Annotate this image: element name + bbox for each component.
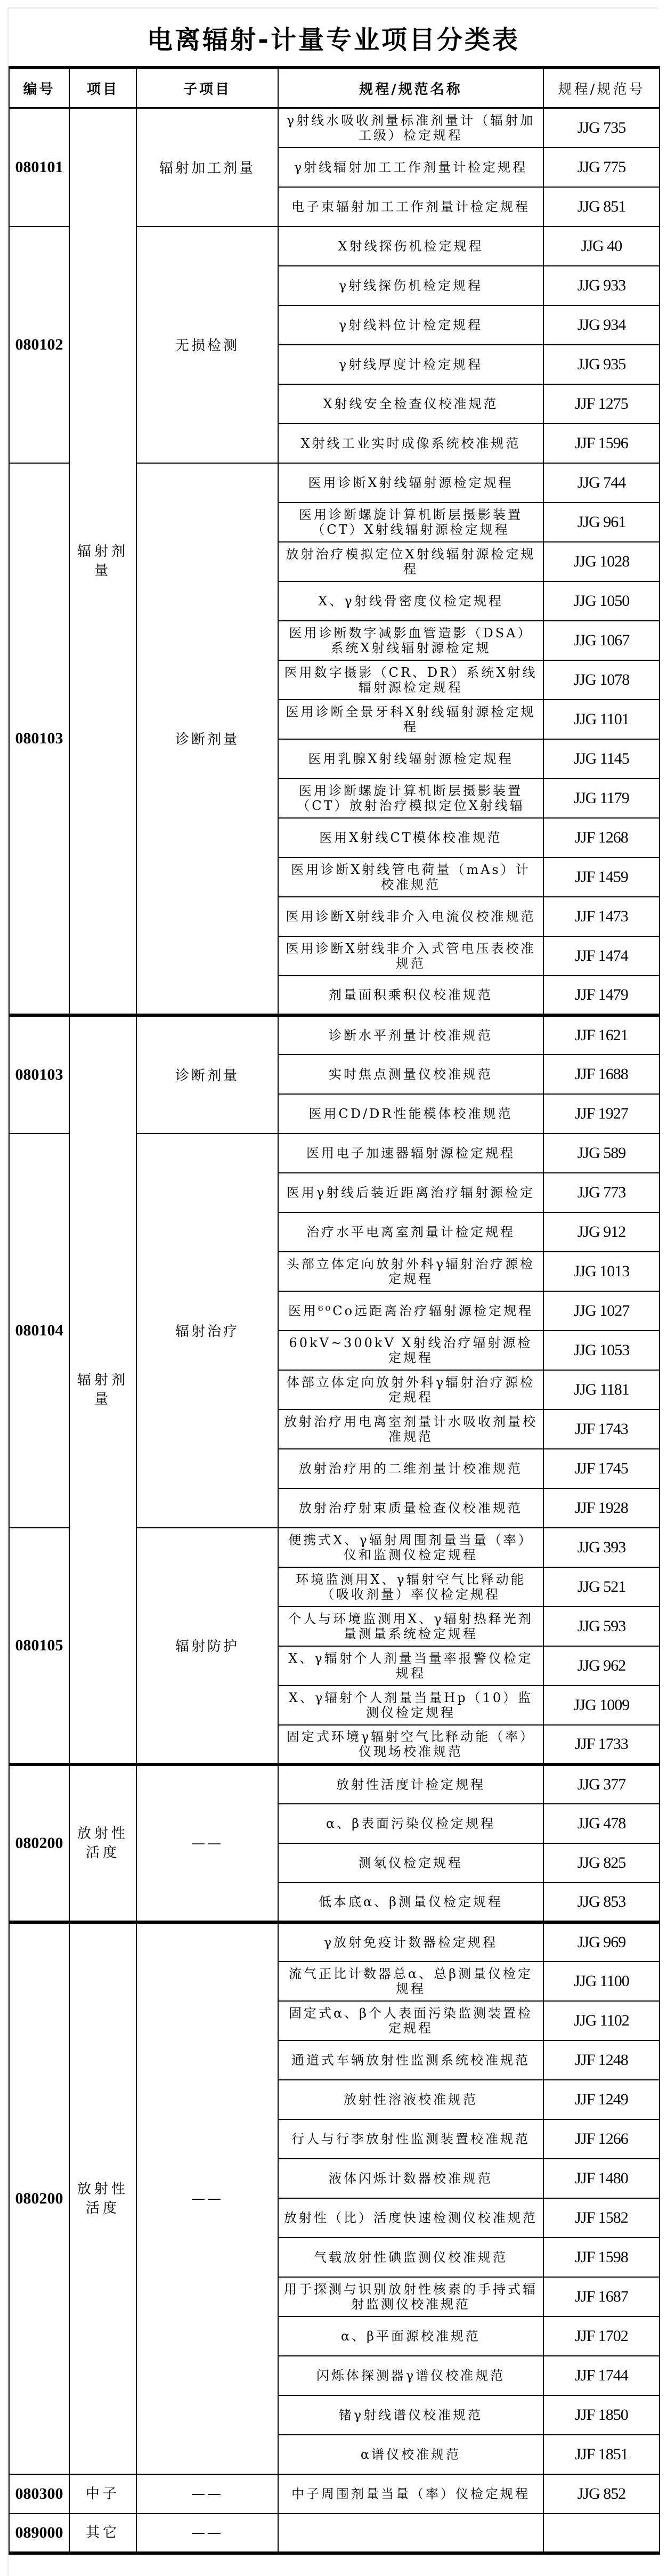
standard-name-cell: 放射性溶液校准规范 (278, 2080, 543, 2119)
standard-number-cell: JJG 1181 (543, 1370, 660, 1409)
standard-number-cell: JJG 40 (543, 226, 660, 266)
sub-item-cell: —— (136, 1764, 278, 1922)
standard-number-cell: JJF 1688 (543, 1055, 660, 1094)
standard-number-cell: JJF 1479 (543, 976, 660, 1015)
code-cell: 080102 (9, 226, 69, 463)
item-cell: 放射性活度 (69, 1922, 136, 2474)
standard-name-cell: 流气正比计数器总α、总β测量仪检定规程 (278, 1962, 543, 2001)
standard-number-cell: JJG 852 (543, 2474, 660, 2514)
standard-number-cell: JJG 1100 (543, 1962, 660, 2001)
standard-name-cell: 气载放射性碘监测仪校准规范 (278, 2238, 543, 2277)
sub-item-cell: 辐射加工剂量 (136, 108, 278, 226)
standard-name-cell: 医用诊断数字减影血管造影（DSA）系统X射线辐射源检定规 (278, 621, 543, 660)
standard-name-cell: X射线安全检查仪校准规范 (278, 384, 543, 424)
standard-number-cell (543, 2514, 660, 2553)
standard-number-cell: JJF 1459 (543, 857, 660, 897)
standard-name-cell: γ射线辐射加工工作剂量计检定规程 (278, 148, 543, 187)
code-cell: 089000 (9, 2514, 69, 2553)
code-cell: 080200 (9, 1764, 69, 1922)
table-row (9, 2514, 660, 2553)
standard-number-cell: JJG 1145 (543, 739, 660, 779)
standard-name-cell: 测氡仪检定规程 (278, 1843, 543, 1883)
standard-name-cell: 医用诊断螺旋计算机断层摄影装置（CT）放射治疗模拟定位X射线辐 (278, 779, 543, 818)
sub-item-cell: 辐射防护 (136, 1528, 278, 1764)
code-cell: 080103 (9, 1015, 69, 1133)
code-cell: 080200 (9, 1922, 69, 2474)
standard-name-cell: 60kV~300kV X射线治疗辐射源检定规程 (278, 1331, 543, 1370)
standard-number-cell: JJG 1028 (543, 542, 660, 581)
standard-number-cell: JJF 1249 (543, 2080, 660, 2119)
standard-name-cell: γ射线厚度计检定规程 (278, 345, 543, 384)
standard-name-cell: γ射线水吸收剂量标准剂量计（辐射加工级）检定规程 (278, 108, 543, 148)
standard-number-cell: JJF 1473 (543, 897, 660, 936)
standard-number-cell: JJF 1598 (543, 2238, 660, 2277)
standard-number-cell: JJF 1745 (543, 1449, 660, 1488)
standard-number-cell: JJF 1928 (543, 1488, 660, 1528)
code-cell: 080300 (9, 2474, 69, 2514)
classification-table (9, 66, 660, 2555)
standard-number-cell: JJG 393 (543, 1528, 660, 1567)
item-cell: 其它 (69, 2514, 136, 2553)
standard-number-cell: JJG 961 (543, 503, 660, 542)
standard-name-cell: 液体闪烁计数器校准规范 (278, 2159, 543, 2198)
standard-name-cell: 锗γ射线谱仪校准规范 (278, 2395, 543, 2435)
item-cell: 辐射剂量 (69, 1015, 136, 1764)
standard-number-cell: JJG 935 (543, 345, 660, 384)
standard-number-cell: JJG 478 (543, 1804, 660, 1843)
standard-number-cell: JJF 1851 (543, 2435, 660, 2474)
standard-name-cell (278, 2514, 543, 2553)
standard-name-cell: 环境监测用X、γ辐射空气比释动能（吸收剂量）率仪检定规程 (278, 1567, 543, 1607)
standard-name-cell: 医用诊断X射线辐射源检定规程 (278, 463, 543, 503)
standard-number-cell: JJF 1275 (543, 384, 660, 424)
header-item: 项目 (69, 68, 136, 108)
standard-name-cell: 放射性（比）活度快速检测仪校准规范 (278, 2198, 543, 2238)
table-row (9, 1015, 660, 1055)
standard-number-cell: JJG 912 (543, 1212, 660, 1252)
standard-number-cell: JJF 1480 (543, 2159, 660, 2198)
standard-name-cell: γ射线探伤机检定规程 (278, 266, 543, 305)
page-title: 电离辐射-计量专业项目分类表 (147, 25, 520, 55)
code-cell: 080104 (9, 1133, 69, 1528)
standard-number-cell: JJF 1474 (543, 936, 660, 976)
standard-number-cell: JJF 1743 (543, 1409, 660, 1449)
standard-name-cell: 医用γ射线后装近距离治疗辐射源检定 (278, 1173, 543, 1212)
item-cell: 放射性活度 (69, 1764, 136, 1922)
standard-number-cell: JJF 1266 (543, 2119, 660, 2159)
standard-name-cell: X、γ辐射个人剂量当量率报警仪检定规程 (278, 1646, 543, 1686)
standard-name-cell: 医用乳腺X射线辐射源检定规程 (278, 739, 543, 779)
standard-number-cell: JJG 1053 (543, 1331, 660, 1370)
standard-number-cell: JJF 1927 (543, 1094, 660, 1133)
standard-number-cell: JJF 1596 (543, 424, 660, 463)
standard-number-cell: JJG 1101 (543, 700, 660, 739)
standard-name-cell: 用于探测与识别放射性核素的手持式辐射监测仪校准规范 (278, 2277, 543, 2316)
standard-name-cell: 医用X射线CT模体校准规范 (278, 818, 543, 857)
standard-name-cell: 医用⁶⁰Co远距离治疗辐射源检定规程 (278, 1291, 543, 1331)
header-row (9, 68, 660, 108)
standard-number-cell: JJG 1102 (543, 2001, 660, 2040)
standard-name-cell: 电子束辐射加工工作剂量计检定规程 (278, 187, 543, 226)
standard-name-cell: X射线工业实时成像系统校准规范 (278, 424, 543, 463)
table-row (9, 1922, 660, 1962)
standard-number-cell: JJG 589 (543, 1133, 660, 1173)
standard-number-cell: JJG 934 (543, 305, 660, 345)
standard-number-cell: JJG 773 (543, 1173, 660, 1212)
header-name: 规程/规范名称 (278, 68, 543, 108)
standard-number-cell: JJG 825 (543, 1843, 660, 1883)
standard-name-cell: X、γ辐射个人剂量当量Hp（10）监测仪检定规程 (278, 1686, 543, 1725)
standard-name-cell: 体部立体定向放射外科γ辐射治疗源检定规程 (278, 1370, 543, 1409)
standard-name-cell: α、β平面源校准规范 (278, 2316, 543, 2356)
standard-number-cell: JJF 1582 (543, 2198, 660, 2238)
standard-number-cell: JJF 1687 (543, 2277, 660, 2316)
standard-number-cell: JJG 851 (543, 187, 660, 226)
standard-number-cell: JJG 1009 (543, 1686, 660, 1725)
standard-name-cell: 个人与环境监测用X、γ辐射热释光剂量测量系统检定规程 (278, 1607, 543, 1646)
table-row (9, 2474, 660, 2514)
header-sub-item: 子项目 (136, 68, 278, 108)
standard-number-cell: JJG 1179 (543, 779, 660, 818)
standard-number-cell: JJG 1050 (543, 581, 660, 621)
sub-item-cell: 诊断剂量 (136, 1015, 278, 1133)
code-cell: 080101 (9, 108, 69, 226)
standard-name-cell: α谱仪校准规范 (278, 2435, 543, 2474)
standard-name-cell: 低本底α、β测量仪检定规程 (278, 1883, 543, 1922)
standard-number-cell: JJF 1744 (543, 2356, 660, 2395)
sub-item-cell: 诊断剂量 (136, 463, 278, 1015)
standard-name-cell: 实时焦点测量仪校准规范 (278, 1055, 543, 1094)
standard-number-cell: JJF 1248 (543, 2040, 660, 2080)
standard-number-cell: JJG 1067 (543, 621, 660, 660)
standard-name-cell: γ放射免疫计数器检定规程 (278, 1922, 543, 1962)
standard-number-cell: JJG 744 (543, 463, 660, 503)
standard-name-cell: 医用诊断全景牙科X射线辐射源检定规程 (278, 700, 543, 739)
standard-name-cell: α、β表面污染仪检定规程 (278, 1804, 543, 1843)
standard-name-cell: 放射治疗用电离室剂量计水吸收剂量校准规范 (278, 1409, 543, 1449)
header-code: 编号 (9, 68, 69, 108)
standard-number-cell: JJG 521 (543, 1567, 660, 1607)
standard-name-cell: 通道式车辆放射性监测系统校准规范 (278, 2040, 543, 2080)
sub-item-cell: 无损检测 (136, 226, 278, 463)
standard-number-cell: JJG 1027 (543, 1291, 660, 1331)
standard-name-cell: 治疗水平电离室剂量计检定规程 (278, 1212, 543, 1252)
item-cell: 中子 (69, 2474, 136, 2514)
standard-number-cell: JJG 735 (543, 108, 660, 148)
standard-name-cell: 剂量面积乘积仪校准规范 (278, 976, 543, 1015)
table-body (9, 108, 660, 2553)
standard-name-cell: 诊断水平剂量计校准规范 (278, 1015, 543, 1055)
standard-number-cell: JJG 1078 (543, 660, 660, 700)
standard-name-cell: 医用诊断X射线非介入式管电压表校准规范 (278, 936, 543, 976)
standard-name-cell: X射线探伤机检定规程 (278, 226, 543, 266)
standard-name-cell: 固定式α、β个人表面污染监测装置检定规程 (278, 2001, 543, 2040)
standard-number-cell: JJG 933 (543, 266, 660, 305)
standard-number-cell: JJG 593 (543, 1607, 660, 1646)
item-cell: 辐射剂量 (69, 108, 136, 1015)
standard-name-cell: γ射线料位计检定规程 (278, 305, 543, 345)
standard-number-cell: JJF 1733 (543, 1725, 660, 1764)
standard-number-cell: JJF 1702 (543, 2316, 660, 2356)
standard-number-cell: JJG 969 (543, 1922, 660, 1962)
sub-item-cell: —— (136, 2514, 278, 2553)
sub-item-cell: —— (136, 1922, 278, 2474)
standard-name-cell: 医用CD/DR性能模体校准规范 (278, 1094, 543, 1133)
table-row (9, 108, 660, 148)
table-row (9, 1764, 660, 1804)
standard-name-cell: 医用电子加速器辐射源检定规程 (278, 1133, 543, 1173)
standard-name-cell: 医用诊断螺旋计算机断层摄影装置（CT）X射线辐射源检定规程 (278, 503, 543, 542)
sub-item-cell: 辐射治疗 (136, 1133, 278, 1528)
standard-name-cell: 固定式环境γ辐射空气比释动能（率）仪现场校准规范 (278, 1725, 543, 1764)
standard-name-cell: 放射治疗射束质量检查仪校准规范 (278, 1488, 543, 1528)
standard-name-cell: 医用数字摄影（CR、DR）系统X射线辐射源检定规程 (278, 660, 543, 700)
standard-number-cell: JJF 1621 (543, 1015, 660, 1055)
standard-name-cell: 放射性活度计检定规程 (278, 1764, 543, 1804)
standard-number-cell: JJG 1013 (543, 1252, 660, 1291)
header-std-no: 规程/规范号 (543, 68, 660, 108)
standard-number-cell: JJF 1268 (543, 818, 660, 857)
sub-item-cell: —— (136, 2474, 278, 2514)
standard-number-cell: JJG 775 (543, 148, 660, 187)
code-cell: 080105 (9, 1528, 69, 1764)
code-cell: 080103 (9, 463, 69, 1015)
standard-name-cell: 行人与行李放射性监测装置校准规范 (278, 2119, 543, 2159)
standard-name-cell: 放射治疗用的二维剂量计校准规范 (278, 1449, 543, 1488)
standard-name-cell: 医用诊断X射线管电荷量（mAs）计校准规范 (278, 857, 543, 897)
standard-name-cell: 医用诊断X射线非介入电流仪校准规范 (278, 897, 543, 936)
standard-name-cell: 中子周围剂量当量（率）仪检定规程 (278, 2474, 543, 2514)
standard-name-cell: 便携式X、γ辐射周围剂量当量（率）仪和监测仪检定规程 (278, 1528, 543, 1567)
standard-name-cell: 放射治疗模拟定位X射线辐射源检定规程 (278, 542, 543, 581)
standard-name-cell: 闪烁体探测器γ谱仪校准规范 (278, 2356, 543, 2395)
standard-name-cell: 头部立体定向放射外科γ辐射治疗源检定规程 (278, 1252, 543, 1291)
standard-number-cell: JJG 853 (543, 1883, 660, 1922)
standard-number-cell: JJG 962 (543, 1646, 660, 1686)
standard-number-cell: JJG 377 (543, 1764, 660, 1804)
standard-number-cell: JJF 1850 (543, 2395, 660, 2435)
standard-name-cell: X、γ射线骨密度仪检定规程 (278, 581, 543, 621)
